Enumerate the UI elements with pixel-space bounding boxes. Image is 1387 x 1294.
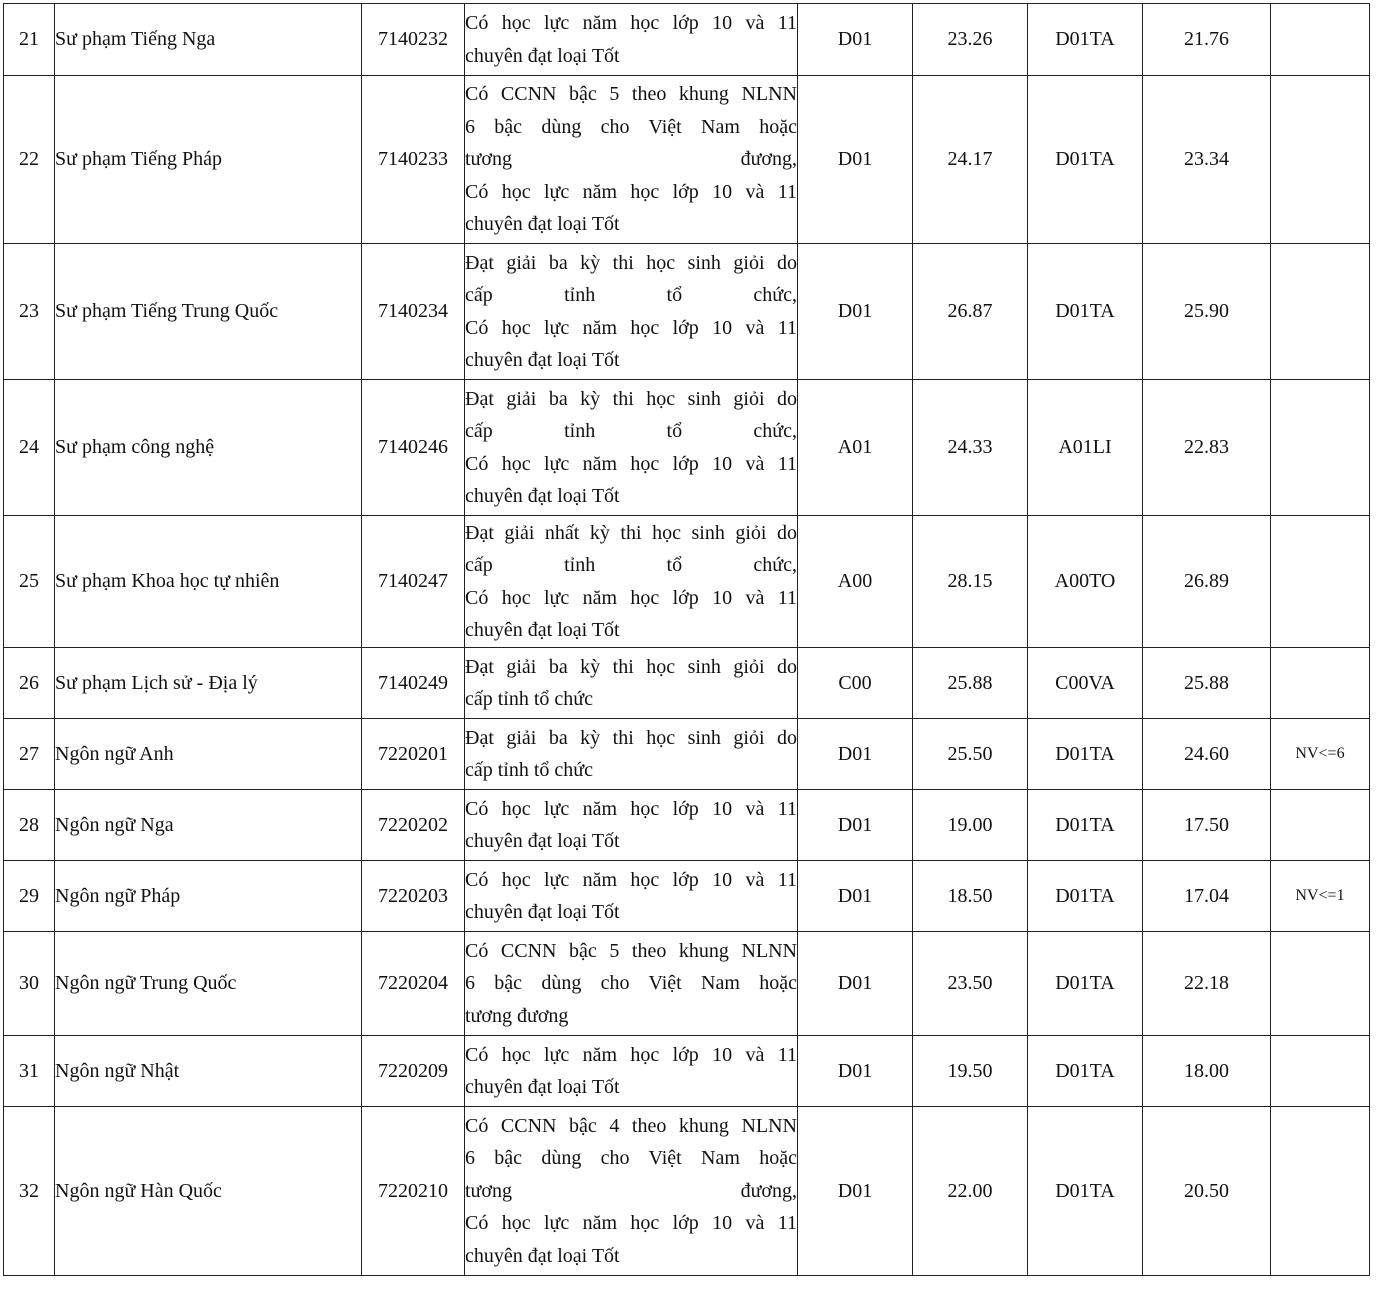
cell-major-name: Ngôn ngữ Pháp — [55, 861, 362, 932]
cell-major-code: 7220204 — [362, 932, 465, 1036]
cell-score: 25.88 — [913, 648, 1028, 719]
table-row — [4, 932, 1370, 1036]
cell-alt-block: D01TA — [1028, 1036, 1143, 1107]
cell-major-name: Ngôn ngữ Hàn Quốc — [55, 1107, 362, 1276]
cell-score: 19.50 — [913, 1036, 1028, 1107]
cell-alt-block: D01TA — [1028, 244, 1143, 380]
cell-alt-block: D01TA — [1028, 719, 1143, 790]
cell-subject-block: D01 — [798, 1036, 913, 1107]
cell-major-name: Sư phạm Khoa học tự nhiên — [55, 516, 362, 648]
cell-note — [1271, 790, 1370, 861]
cell-alt-block: A00TO — [1028, 516, 1143, 648]
table-row — [4, 76, 1370, 244]
cell-stt: 27 — [4, 719, 55, 790]
cell-alt-block: C00VA — [1028, 648, 1143, 719]
table-row — [4, 380, 1370, 516]
cell-major-code: 7140233 — [362, 76, 465, 244]
cell-note — [1271, 516, 1370, 648]
condition-line: cấp tỉnh tổ chức, — [465, 420, 797, 442]
condition-line: 6 bậc dùng cho Việt Nam hoặc — [465, 972, 797, 995]
condition-line: Có học lực năm học lớp 10 và 11 — [465, 316, 797, 339]
cell-score: 23.50 — [913, 932, 1028, 1036]
table-row — [4, 861, 1370, 932]
condition-line: Có CCNN bậc 4 theo khung NLNN — [465, 1114, 797, 1137]
condition-line: tương đương, — [465, 148, 797, 171]
cell-note — [1271, 1107, 1370, 1276]
cell-score: 19.00 — [913, 790, 1028, 861]
cell-stt: 23 — [4, 244, 55, 380]
cell-alt-score: 25.90 — [1143, 244, 1271, 380]
cell-major-code: 7220210 — [362, 1107, 465, 1276]
cell-major-name: Sư phạm công nghệ — [55, 380, 362, 516]
cell-subject-block: D01 — [798, 76, 913, 244]
cell-note — [1271, 932, 1370, 1036]
cell-alt-block: D01TA — [1028, 4, 1143, 76]
cell-major-name: Sư phạm Tiếng Trung Quốc — [55, 244, 362, 380]
cell-major-name: Ngôn ngữ Nga — [55, 790, 362, 861]
cell-score: 26.87 — [913, 244, 1028, 380]
cell-score: 23.26 — [913, 4, 1028, 76]
condition-line: cấp tỉnh tổ chức, — [465, 284, 797, 306]
cell-stt: 24 — [4, 380, 55, 516]
condition-line: Đạt giải ba kỳ thi học sinh giỏi do — [465, 251, 797, 274]
cell-subject-block: A00 — [798, 516, 913, 648]
cell-condition — [465, 932, 798, 1036]
cell-subject-block: A01 — [798, 380, 913, 516]
cell-note — [1271, 1036, 1370, 1107]
condition-line: chuyên đạt loại Tốt — [465, 349, 620, 371]
cell-major-name: Ngôn ngữ Nhật — [55, 1036, 362, 1107]
table-row — [4, 719, 1370, 790]
condition-line: chuyên đạt loại Tốt — [465, 619, 620, 641]
cell-subject-block: D01 — [798, 932, 913, 1036]
cell-major-code: 7140249 — [362, 648, 465, 719]
table-row — [4, 244, 1370, 380]
cell-note — [1271, 380, 1370, 516]
cell-alt-score: 24.60 — [1143, 719, 1271, 790]
cell-alt-score: 26.89 — [1143, 516, 1271, 648]
cell-major-name: Sư phạm Tiếng Pháp — [55, 76, 362, 244]
condition-line: chuyên đạt loại Tốt — [465, 485, 620, 507]
condition-line: chuyên đạt loại Tốt — [465, 1076, 620, 1098]
cell-condition — [465, 244, 798, 380]
condition-line: Có học lực năm học lớp 10 và 11 — [465, 180, 797, 203]
table-row — [4, 648, 1370, 719]
cell-stt: 32 — [4, 1107, 55, 1276]
cell-score: 22.00 — [913, 1107, 1028, 1276]
table-row — [4, 790, 1370, 861]
table-row — [4, 516, 1370, 648]
cell-major-name: Ngôn ngữ Anh — [55, 719, 362, 790]
cell-alt-score: 23.34 — [1143, 76, 1271, 244]
cell-note — [1271, 244, 1370, 380]
cell-stt: 30 — [4, 932, 55, 1036]
condition-line: Đạt giải ba kỳ thi học sinh giỏi do — [465, 655, 797, 678]
cell-condition — [465, 719, 798, 790]
cell-score: 18.50 — [913, 861, 1028, 932]
condition-line: cấp tỉnh tổ chức — [465, 759, 594, 781]
cell-stt: 29 — [4, 861, 55, 932]
cell-alt-block: D01TA — [1028, 76, 1143, 244]
cell-major-name: Ngôn ngữ Trung Quốc — [55, 932, 362, 1036]
condition-line: Đạt giải ba kỳ thi học sinh giỏi do — [465, 387, 797, 410]
condition-line: Có CCNN bậc 5 theo khung NLNN — [465, 939, 797, 962]
cell-major-code: 7140246 — [362, 380, 465, 516]
condition-line: chuyên đạt loại Tốt — [465, 901, 620, 923]
condition-line: Có học lực năm học lớp 10 và 11 — [465, 1043, 797, 1066]
cell-major-code: 7140247 — [362, 516, 465, 648]
condition-line: chuyên đạt loại Tốt — [465, 213, 620, 236]
condition-line: cấp tỉnh tổ chức, — [465, 554, 797, 576]
condition-line: Có học lực năm học lớp 10 và 11 — [465, 12, 797, 34]
cell-note — [1271, 648, 1370, 719]
cell-condition — [465, 1036, 798, 1107]
condition-line: tương đương, — [465, 1179, 797, 1202]
admission-table — [3, 3, 1370, 1276]
cell-alt-score: 20.50 — [1143, 1107, 1271, 1276]
cell-condition — [465, 380, 798, 516]
condition-line: chuyên đạt loại Tốt — [465, 44, 620, 67]
cell-major-code: 7140234 — [362, 244, 465, 380]
cell-score: 24.17 — [913, 76, 1028, 244]
cell-alt-score: 18.00 — [1143, 1036, 1271, 1107]
cell-major-name: Sư phạm Tiếng Nga — [55, 4, 362, 76]
cell-score: 25.50 — [913, 719, 1028, 790]
condition-line: Có học lực năm học lớp 10 và 11 — [465, 868, 797, 891]
condition-line: Có học lực năm học lớp 10 và 11 — [465, 586, 797, 609]
cell-alt-block: D01TA — [1028, 1107, 1143, 1276]
cell-alt-score: 17.04 — [1143, 861, 1271, 932]
cell-major-code: 7220203 — [362, 861, 465, 932]
cell-alt-score: 25.88 — [1143, 648, 1271, 719]
cell-major-name: Sư phạm Lịch sử - Địa lý — [55, 648, 362, 719]
cell-alt-score: 22.18 — [1143, 932, 1271, 1036]
cell-alt-block: A01LI — [1028, 380, 1143, 516]
cell-subject-block: D01 — [798, 861, 913, 932]
condition-line: chuyên đạt loại Tốt — [465, 1244, 620, 1267]
table-row — [4, 1036, 1370, 1107]
table-row — [4, 1107, 1370, 1276]
cell-subject-block: D01 — [798, 1107, 913, 1276]
cell-alt-score: 22.83 — [1143, 380, 1271, 516]
condition-line: Đạt giải nhất kỳ thi học sinh giỏi do — [465, 521, 797, 544]
cell-stt: 25 — [4, 516, 55, 648]
cell-major-code: 7220209 — [362, 1036, 465, 1107]
table-row — [4, 4, 1370, 76]
cell-condition — [465, 861, 798, 932]
cell-score: 28.15 — [913, 516, 1028, 648]
cell-major-code: 7220202 — [362, 790, 465, 861]
cell-subject-block: D01 — [798, 244, 913, 380]
condition-line: Có CCNN bậc 5 theo khung NLNN — [465, 83, 797, 106]
cell-note: NV<=1 — [1271, 861, 1370, 932]
cell-condition — [465, 4, 798, 76]
cell-stt: 22 — [4, 76, 55, 244]
cell-subject-block: D01 — [798, 4, 913, 76]
cell-condition — [465, 76, 798, 244]
condition-line: 6 bậc dùng cho Việt Nam hoặc — [465, 1147, 797, 1170]
condition-line: tương đương — [465, 1004, 569, 1027]
cell-note — [1271, 76, 1370, 244]
condition-line: Có học lực năm học lớp 10 và 11 — [465, 452, 797, 475]
cell-score: 24.33 — [913, 380, 1028, 516]
cell-alt-block: D01TA — [1028, 861, 1143, 932]
cell-alt-score: 17.50 — [1143, 790, 1271, 861]
condition-line: 6 bậc dùng cho Việt Nam hoặc — [465, 115, 797, 138]
cell-stt: 31 — [4, 1036, 55, 1107]
cell-subject-block: D01 — [798, 790, 913, 861]
condition-line: Đạt giải ba kỳ thi học sinh giỏi do — [465, 726, 797, 749]
cell-stt: 21 — [4, 4, 55, 76]
cell-alt-block: D01TA — [1028, 932, 1143, 1036]
condition-line: cấp tỉnh tổ chức — [465, 688, 594, 710]
cell-condition — [465, 790, 798, 861]
condition-line: Có học lực năm học lớp 10 và 11 — [465, 797, 797, 820]
cell-condition — [465, 1107, 798, 1276]
cell-stt: 26 — [4, 648, 55, 719]
cell-subject-block: C00 — [798, 648, 913, 719]
cell-alt-score: 21.76 — [1143, 4, 1271, 76]
cell-condition — [465, 516, 798, 648]
cell-major-code: 7140232 — [362, 4, 465, 76]
cell-note — [1271, 4, 1370, 76]
cell-alt-block: D01TA — [1028, 790, 1143, 861]
cell-stt: 28 — [4, 790, 55, 861]
cell-note: NV<=6 — [1271, 719, 1370, 790]
condition-line: chuyên đạt loại Tốt — [465, 830, 620, 852]
table-body — [4, 4, 1370, 1276]
cell-subject-block: D01 — [798, 719, 913, 790]
condition-line: Có học lực năm học lớp 10 và 11 — [465, 1212, 797, 1235]
cell-condition — [465, 648, 798, 719]
cell-major-code: 7220201 — [362, 719, 465, 790]
